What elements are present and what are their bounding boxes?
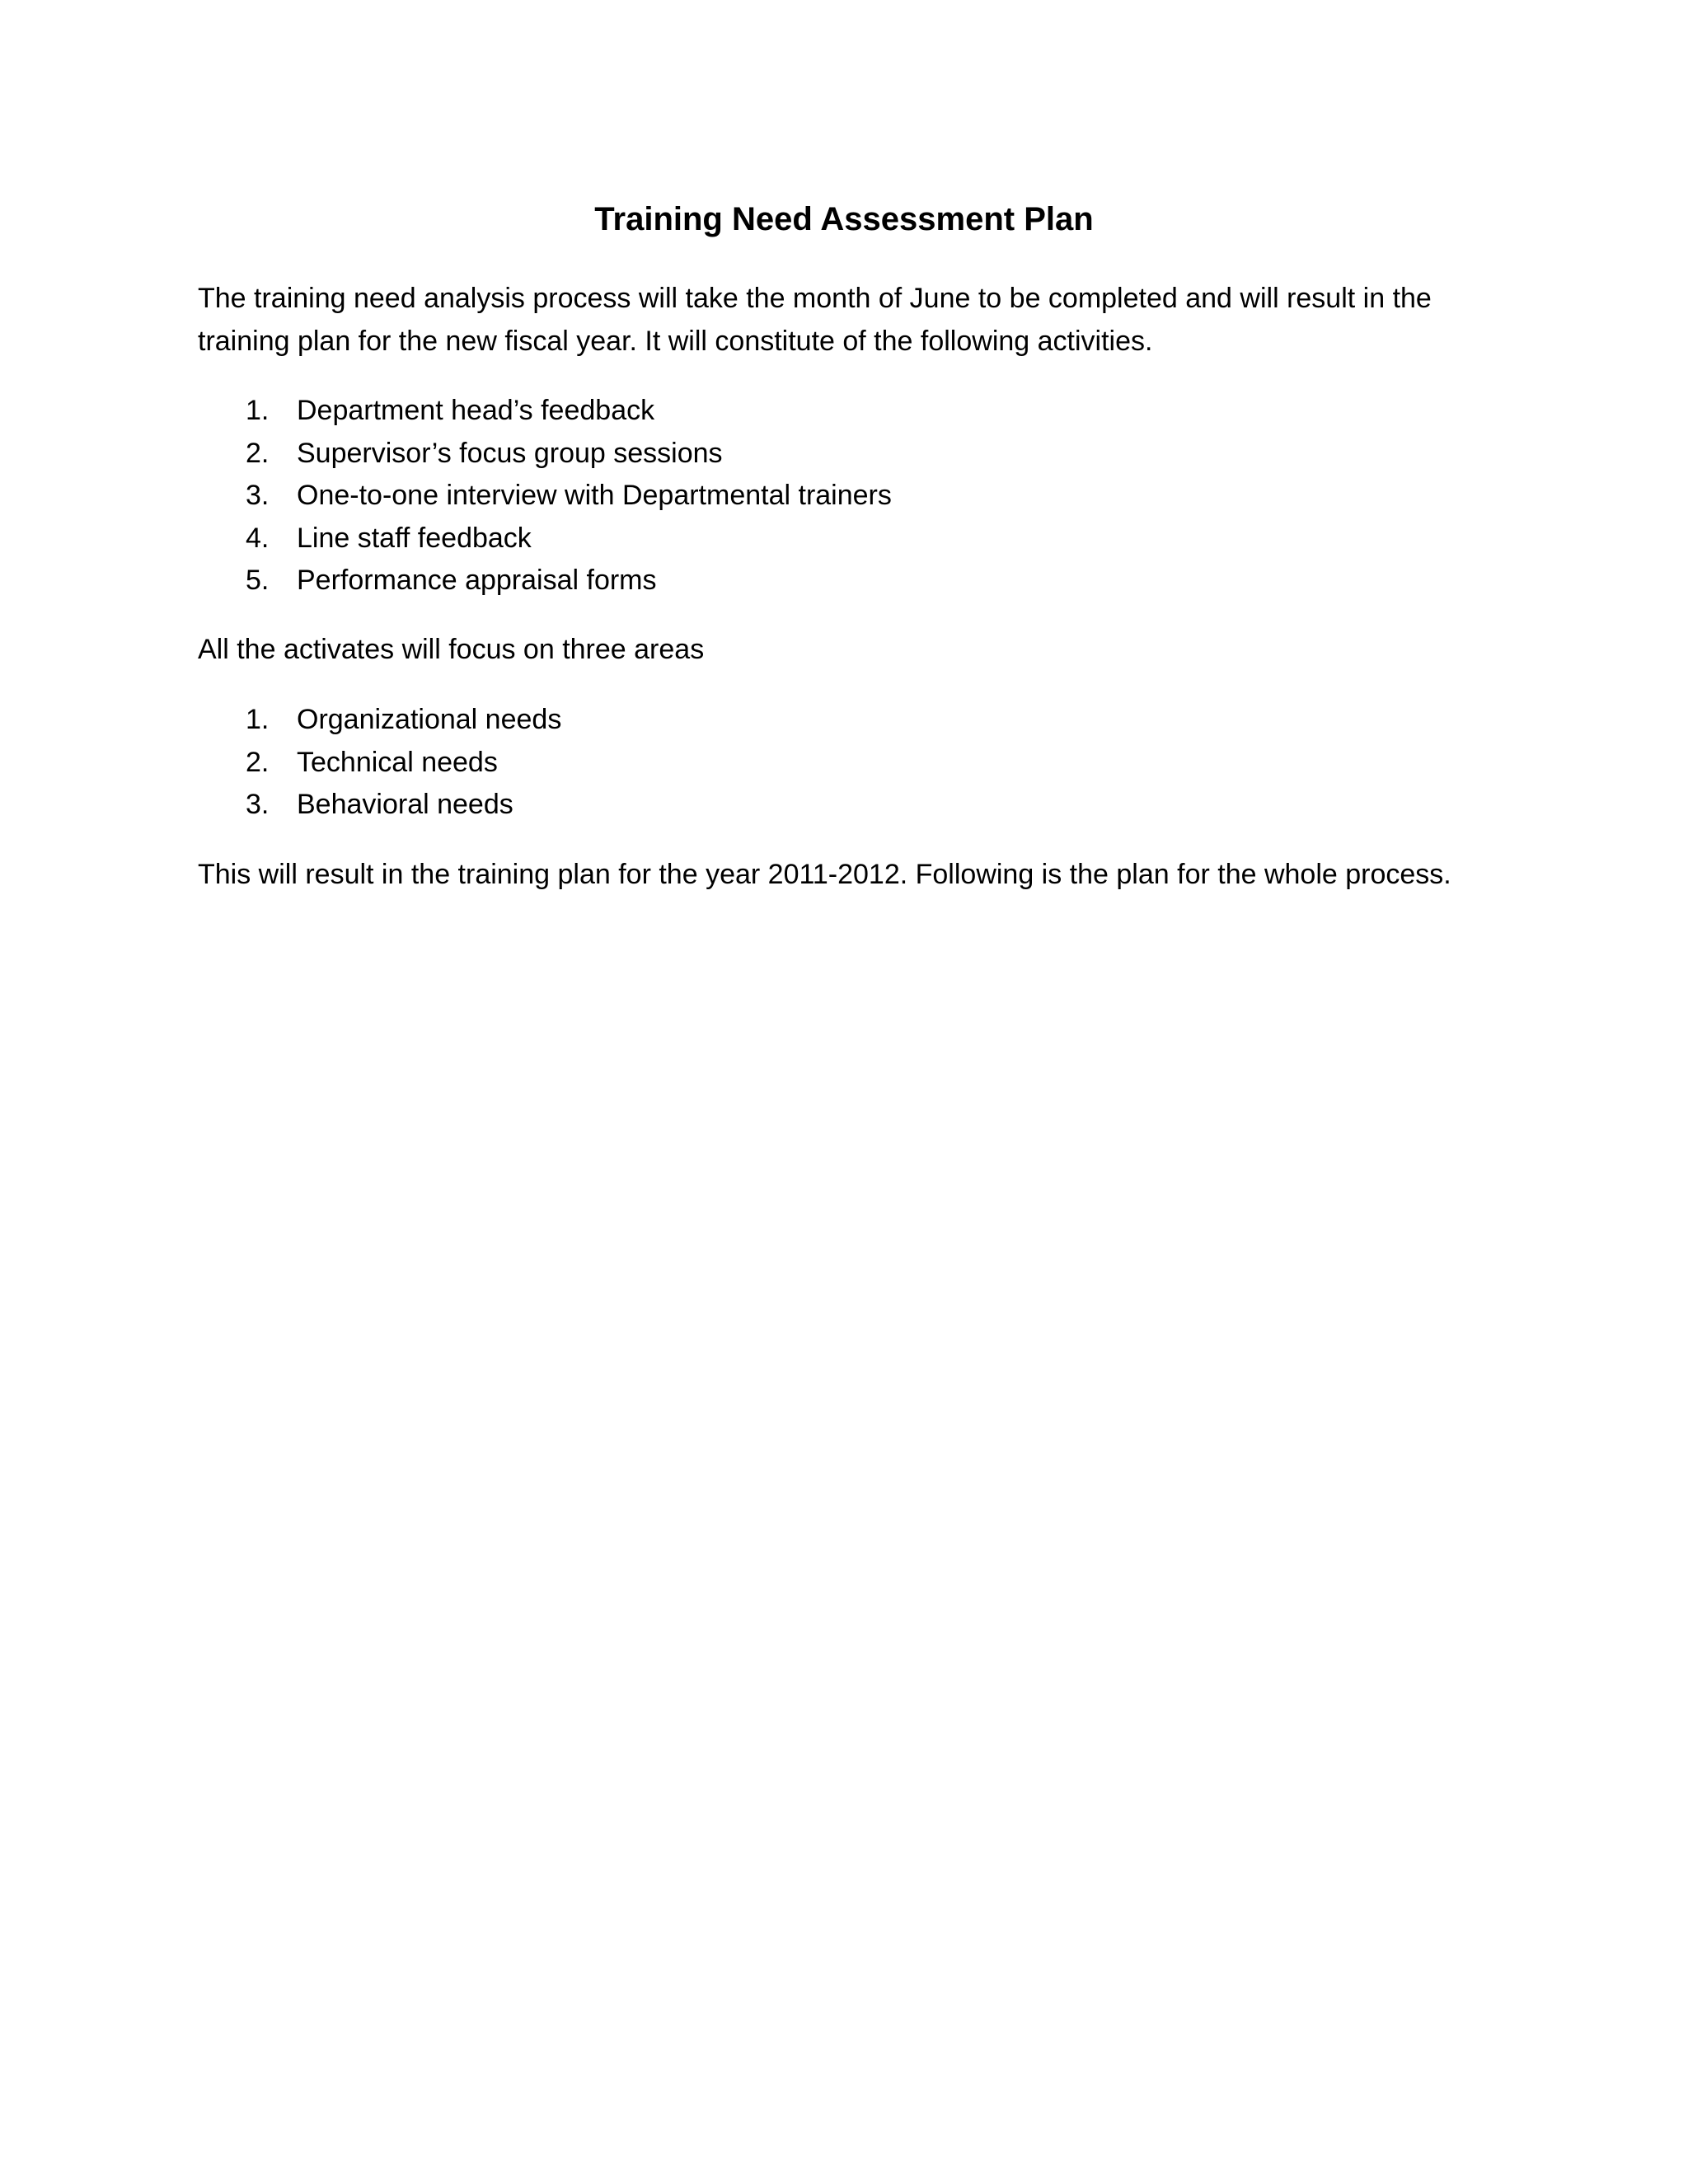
list-item-text: Organizational needs (297, 704, 562, 735)
list-item (198, 475, 892, 518)
list-number: 1. (246, 395, 270, 426)
list-number: 3. (246, 480, 270, 511)
list-number: 5. (246, 565, 270, 596)
list-item (198, 390, 892, 433)
areas-list (198, 699, 561, 827)
list-number: 2. (246, 746, 270, 778)
list-item (198, 560, 892, 602)
list-item-text: Behavioral needs (297, 789, 513, 820)
list-item-text: Supervisor’s focus group sessions (297, 437, 723, 469)
list-item-text: One-to-one interview with Departmental trainers (297, 480, 892, 511)
focus-paragraph: All the activates will focus on three areas (198, 634, 705, 665)
list-item (198, 433, 892, 476)
list-item-text: Performance appraisal forms (297, 565, 657, 596)
list-item-text: Technical needs (297, 746, 498, 778)
document-title: Training Need Assessment Plan (594, 201, 1094, 237)
list-number: 1. (246, 704, 270, 735)
list-item-text: Department head’s feedback (297, 395, 655, 426)
list-item (198, 518, 892, 560)
list-number: 4. (246, 522, 270, 554)
list-number: 3. (246, 789, 270, 820)
list-item (198, 742, 561, 785)
intro-paragraph: The training need analysis process will take the month of June to be completed and will result in the training plan for the new fiscal year. It will constitute of the following activities. (198, 283, 1432, 357)
activities-list (198, 390, 892, 602)
list-item (198, 699, 561, 742)
list-item-text: Line staff feedback (297, 522, 532, 554)
list-item (198, 784, 561, 827)
list-number: 2. (246, 437, 270, 469)
conclusion-paragraph: This will result in the training plan for the year 2011-2012. Following is the plan for the whole process. (198, 859, 1451, 890)
